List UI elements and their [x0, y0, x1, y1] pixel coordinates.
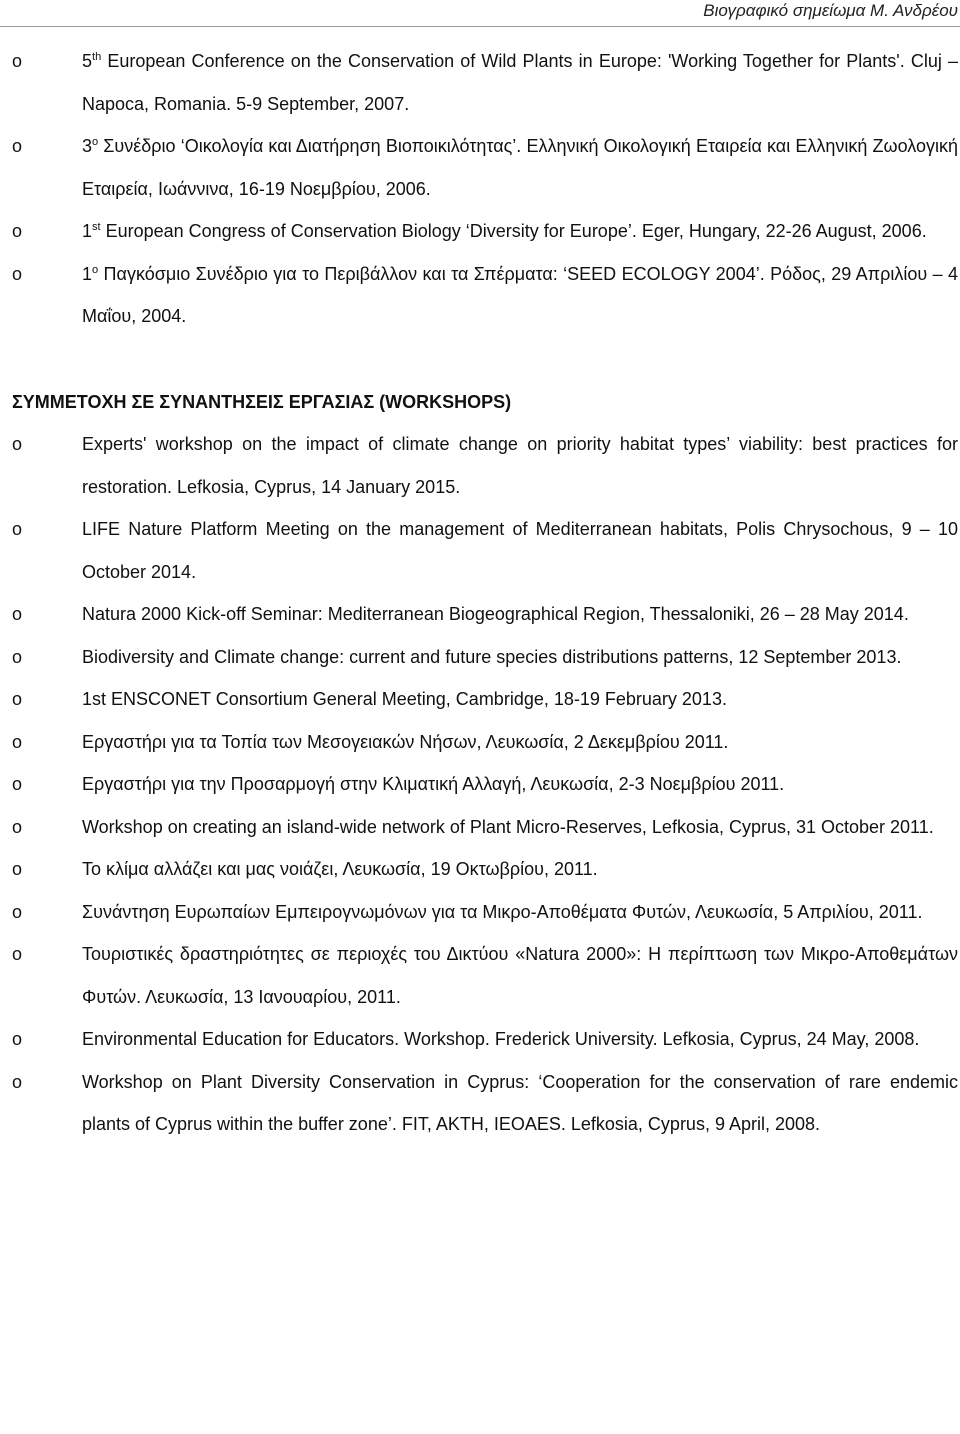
ordinal-number: 3	[82, 136, 93, 156]
list-item	[12, 1061, 958, 1146]
list-item	[12, 891, 958, 934]
list-item-text: Workshop on Plant Diversity Conservation in Cyprus: ‘Cooperation for the conservation of rare endemic plants of Cyprus within the buffer zone’. FIT, AKTH, IEOAES. Lefkosia, Cyprus, 9 April, 2008.	[82, 1071, 958, 1134]
conference-list	[12, 40, 958, 338]
bullet-icon: o	[12, 859, 23, 879]
page-header	[0, 0, 960, 27]
list-item	[12, 848, 958, 891]
list-item	[12, 933, 958, 1018]
section-title: ΣΥΜΜΕΤΟΧΗ ΣΕ ΣΥΝΑΝΤΗΣΕΙΣ ΕΡΓΑΣΙΑΣ (WORKSHOPS)	[12, 391, 512, 412]
list-item-text: Workshop on creating an island-wide network of Plant Micro-Reserves, Lefkosia, Cyprus, 31 October 2011.	[82, 816, 934, 837]
list-item-text: Παγκόσμιο Συνέδριο για το Περιβάλλον και τα Σπέρματα: ‘SEED ECOLOGY 2004’. Ρόδος, 29 Απριλίου – 4 Μαΐου, 2004.	[82, 263, 958, 326]
bullet-icon: o	[12, 519, 23, 539]
bullet-icon: o	[12, 689, 23, 709]
list-item-text: Το κλίμα αλλάζει και μας νοιάζει, Λευκωσία, 19 Οκτωβρίου, 2011.	[82, 859, 598, 879]
bullet-icon: o	[12, 51, 23, 71]
list-item-text: Natura 2000 Kick-off Seminar: Mediterranean Biogeographical Region, Thessaloniki, 26 – 28 May 2014.	[82, 604, 909, 624]
list-item-text: Environmental Education for Educators. Workshop. Frederick University. Lefkosia, Cyprus, 24 May, 2008.	[82, 1029, 920, 1049]
bullet-icon: o	[12, 136, 23, 156]
bullet-icon: o	[12, 1071, 23, 1092]
list-item-text: Συνέδριο ‘Οικολογία και Διατήρηση Βιοποικιλότητας’. Ελληνική Οικολογική Εταιρεία και Ελληνική Ζωολογική Εταιρεία, Ιωάννινα, 16-19 Νοεμβρίου, 2006.	[82, 136, 958, 199]
list-item	[12, 678, 958, 721]
bullet-icon: o	[12, 1029, 23, 1049]
list-item-text: LIFE Nature Platform Meeting on the management of Mediterranean habitats, Polis Chrysochous, 9 – 10 October 2014.	[82, 519, 958, 582]
ordinal-suffix: th	[92, 51, 102, 63]
list-item-text: Biodiversity and Climate change: current and future species distributions patterns, 12 September 2013.	[82, 646, 902, 667]
bullet-icon: o	[12, 263, 23, 284]
list-item-text: 1st ENSCONET Consortium General Meeting, Cambridge, 18-19 February 2013.	[82, 689, 727, 709]
section-spacer	[12, 338, 958, 381]
list-item	[12, 40, 958, 125]
list-item	[12, 806, 958, 849]
document-body	[12, 40, 958, 1146]
list-item	[12, 253, 958, 338]
list-item-text: Εργαστήρι για την Προσαρμογή στην Κλιματική Αλλαγή, Λευκωσία, 2-3 Νοεμβρίου 2011.	[82, 774, 785, 794]
ordinal-number: 1	[82, 263, 93, 284]
ordinal-suffix: ο	[92, 136, 99, 148]
bullet-icon: o	[12, 221, 23, 241]
list-item	[12, 721, 958, 764]
list-item	[12, 636, 958, 679]
list-item	[12, 508, 958, 593]
ordinal-number: 5	[82, 51, 93, 71]
bullet-icon: o	[12, 944, 23, 964]
list-item	[12, 763, 958, 806]
list-item	[12, 1018, 958, 1061]
bullet-icon: o	[12, 816, 23, 837]
list-item-text: Συνάντηση Ευρωπαίων Εμπειρογνωμόνων για τα Μικρο-Αποθέματα Φυτών, Λευκωσία, 5 Απριλίου, 2011.	[82, 901, 923, 922]
header-title: Βιογραφικό σημείωμα Μ. Ανδρέου	[703, 1, 958, 20]
bullet-icon: o	[12, 604, 23, 624]
bullet-icon: o	[12, 731, 23, 752]
list-item-text: Experts' workshop on the impact of climate change on priority habitat types’ viability: best practices for restoration. Lefkosia, Cyprus, 14 January 2015.	[82, 434, 958, 497]
list-item-text: Εργαστήρι για τα Τοπία των Μεσογειακών Νήσων, Λευκωσία, 2 Δεκεμβρίου 2011.	[82, 731, 729, 752]
bullet-icon: o	[12, 774, 23, 794]
list-item-text: Τουριστικές δραστηριότητες σε περιοχές του Δικτύου «Natura 2000»: Η περίπτωση των Μικρο-Αποθεμάτων Φυτών. Λευκωσία, 13 Ιανουαρίου, 2011.	[82, 944, 958, 1007]
list-item	[12, 593, 958, 636]
ordinal-suffix: st	[92, 221, 101, 233]
list-item-text: European Congress of Conservation Biology ‘Diversity for Europe’. Eger, Hungary, 22-26 August, 2006.	[100, 221, 927, 241]
list-item	[12, 210, 958, 253]
workshop-list	[12, 423, 958, 1146]
bullet-icon: o	[12, 646, 23, 667]
bullet-icon: o	[12, 434, 23, 454]
list-item	[12, 423, 958, 508]
ordinal-suffix: ο	[92, 263, 99, 276]
list-item	[12, 125, 958, 210]
bullet-icon: o	[12, 901, 23, 922]
list-item-text: European Conference on the Conservation of Wild Plants in Europe: 'Working Together for Plants'. Cluj – Napoca, Romania. 5-9 September, 2007.	[82, 51, 958, 114]
ordinal-number: 1	[82, 221, 93, 241]
